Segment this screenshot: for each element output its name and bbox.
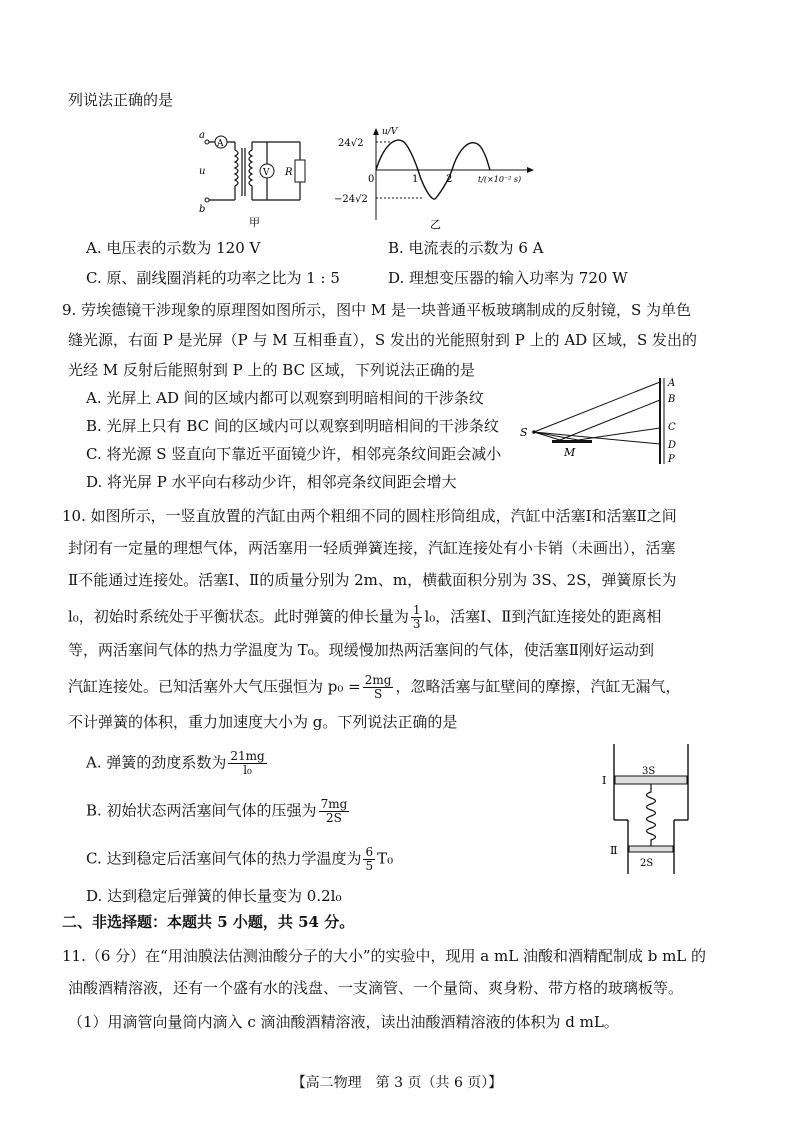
q10-line-7: 不计弹簧的体积，重力加速度大小为 g。下列说法正确的是 [68, 713, 458, 731]
q9-option-b: B. 光屏上只有 BC 间的区域内可以观察到明暗相间的干涉条纹 [86, 417, 499, 435]
y-min-label: −24√2 [334, 194, 368, 205]
q9-option-a: A. 光屏上 AD 间的区域内都可以观察到明暗相间的干涉条纹 [86, 389, 484, 407]
area-2s-label: 2S [640, 858, 654, 869]
y-axis-label: u/V [382, 127, 398, 137]
page-footer: 【高二物理 第 3 页（共 6 页）】 [291, 1075, 503, 1091]
q10-line-6-post: ，忽略活塞与缸壁间的摩擦，汽缸无漏气， [395, 677, 681, 696]
point-c-label: C [668, 422, 676, 433]
q8-option-c: C. 原、副线圈消耗的功率之比为 1 : 5 [86, 269, 340, 287]
sine-wave-figure [332, 124, 542, 234]
x-tick-1: 1 [412, 174, 419, 185]
lloyd-mirror-figure [512, 372, 682, 472]
gas-cylinder-figure [596, 740, 706, 880]
q9-line-1: 9. 劳埃德镜干涉现象的原理图如图所示，图中 M 是一块普通平板玻璃制成的反射镜，S 为单色 [62, 301, 692, 319]
resistor-symbol [295, 160, 305, 182]
terminal-b-label: b [199, 204, 206, 215]
q10-line-4 [68, 604, 661, 631]
point-a-label: A [668, 378, 676, 389]
fraction-one-third: $\frac{1}{3}$ [412, 603, 421, 631]
fraction-c: $\frac{6}{5}$ [365, 845, 374, 873]
q10-option-d: D. 达到稳定后弹簧的伸长量变为 0.2l₀ [86, 887, 342, 905]
spring [647, 784, 656, 846]
piston-i-label: Ⅰ [602, 774, 607, 787]
q9-option-d: D. 将光屏 P 水平向右移动少许，相邻亮条纹间距会增大 [86, 473, 457, 491]
q10-option-a: A. 弹簧的劲度系数为 $\frac{21mg}{\text{l₀}}$ [86, 749, 265, 777]
q11-line-2: 油酸酒精溶液，还有一个盛有水的浅盘、一支滴管、一个量筒、爽身粉、带方格的玻璃板等。 [68, 979, 684, 997]
q10-option-c: C. 达到稳定后活塞间气体的热力学温度为 $\frac{6}{5}$ T₀ [86, 845, 394, 873]
x-axis-label: t/(×10⁻² s) [478, 175, 522, 184]
q8-option-d: D. 理想变压器的输入功率为 720 W [388, 269, 628, 287]
intro-tail: 列说法正确的是 [68, 91, 174, 109]
q10-line-3: Ⅱ不能通过连接处。活塞Ⅰ、Ⅱ的质量分别为 2m、m，横截面积分别为 3S、2S，弹簧原长为 [68, 571, 677, 589]
section-2-heading: 二、非选择题：本题共 5 小题，共 54 分。 [62, 913, 355, 931]
voltmeter-label: V [263, 168, 270, 178]
piston-i [615, 776, 687, 784]
q9-option-c: C. 将光源 S 竖直向下靠近平面镜少许，相邻亮条纹间距会减小 [86, 445, 502, 463]
figure-caption-yi: 乙 [430, 218, 441, 231]
q10-option-b: B. 初始状态两活塞间气体的压强为 $\frac{7mg}{2S}$ [86, 797, 348, 825]
q10-line-1: 10. 如图所示，一竖直放置的汽缸由两个粗细不同的圆柱形筒组成，汽缸中活塞Ⅰ和活塞Ⅱ之间 [62, 507, 677, 525]
x-tick-2: 2 [446, 174, 453, 185]
source-s-label: S [520, 426, 528, 439]
area-3s-label: 3S [642, 766, 656, 777]
piston-ii-label: Ⅱ [610, 844, 618, 857]
q9-line-2: 缝光源，右面 P 是光屏（P 与 M 互相垂直），S 发出的光能照射到 P 上的 AD 区域，S 发出的 [68, 331, 698, 349]
q8-option-a: A. 电压表的示数为 120 V [86, 239, 261, 257]
q11-line-3: （1）用滴管向量筒内滴入 c 滴油酸酒精溶液，读出油酸酒精溶液的体积为 d mL。 [68, 1013, 619, 1031]
point-b-label: B [668, 394, 676, 405]
transformer-circuit-figure [195, 130, 315, 230]
figure-caption-jia: 甲 [249, 216, 260, 229]
q10-line-5: 等，两活塞间气体的热力学温度为 T₀。现缓慢加热两活塞间的气体，使活塞Ⅱ刚好运动到 [68, 641, 654, 659]
mirror-m-label: M [564, 446, 576, 459]
piston-ii [629, 846, 673, 852]
q8-option-b: B. 电流表的示数为 6 A [388, 239, 544, 257]
origin-label: 0 [368, 174, 375, 185]
q10-line-4-post: l₀，活塞Ⅰ、Ⅱ到汽缸连接处的距离相 [424, 607, 662, 626]
voltage-u-label: u [199, 166, 206, 177]
point-d-label: D [668, 440, 677, 451]
mirror-m [552, 440, 592, 443]
y-max-label: 24√2 [338, 138, 364, 149]
resistor-label: R [285, 167, 293, 178]
screen-p-label: P [668, 454, 675, 465]
fraction-a: $\frac{21mg}{\text{l₀}}$ [230, 749, 265, 777]
fraction-b: $\frac{7mg}{2S}$ [320, 797, 348, 825]
q9-line-3: 光经 M 反射后能照射到 P 上的 BC 区域，下列说法正确的是 [68, 361, 475, 379]
q10-line-4-pre: l₀，初始时系统处于平衡状态。此时弹簧的伸长量为 [68, 607, 409, 626]
q10-line-2: 封闭有一定量的理想气体，两活塞用一轻质弹簧连接，汽缸连接处有小卡销（未画出），活塞 [68, 539, 676, 557]
ammeter-label: A [217, 139, 224, 149]
q11-line-1: 11.（6 分）在“用油膜法估测油酸分子的大小”的实验中，现用 a mL 油酸和酒精配制成 b mL 的 [62, 947, 707, 965]
q10-line-6 [68, 674, 680, 701]
q10-line-6-pre: 汽缸连接处。已知活塞外大气压强恒为 p₀ = [68, 677, 361, 696]
terminal-a-label: a [199, 130, 205, 141]
fraction-p0: $\frac{2mg}{S}$ [364, 673, 392, 701]
